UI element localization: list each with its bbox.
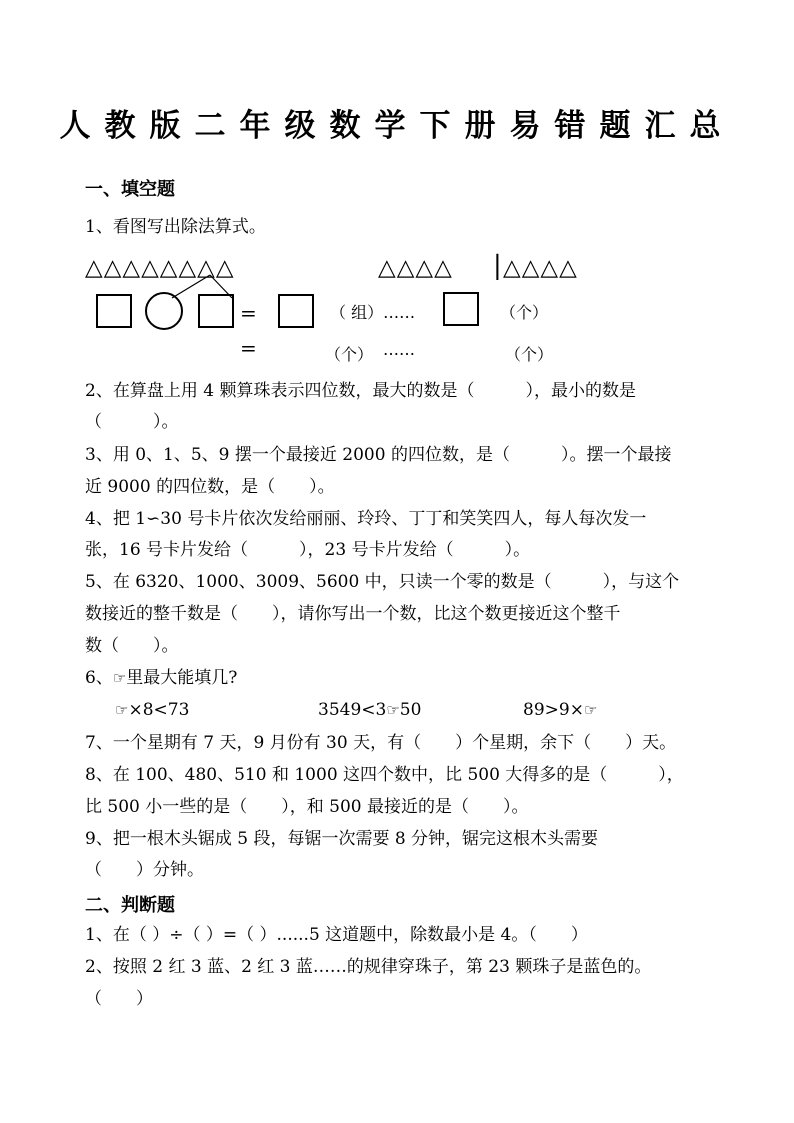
section-fill-in-heading: 一、填空题 xyxy=(85,179,175,200)
page-title: 人教版二年级数学下册易错题汇总 xyxy=(59,108,735,144)
q5-line-3: 数（ ）。 xyxy=(85,636,179,656)
pointing-hand-icon: ☞ xyxy=(112,669,127,687)
q7-line-1: 7、一个星期有 7 天，9 月份有 30 天，有（ ）个星期，余下（ ）天。 xyxy=(85,733,677,753)
equals-sign-2: = xyxy=(240,336,257,360)
triangles-divider: | xyxy=(493,251,503,281)
answer-box-3[interactable] xyxy=(278,294,314,328)
unit-ge-top-label: （个） xyxy=(500,303,549,322)
q9-line-1: 9、把一根木头锯成 5 段，每锯一次需要 8 分钟，锯完这根木头需要 xyxy=(85,829,599,849)
unit-ge-bottom-left: （个） xyxy=(325,345,374,364)
unit-ge-bottom-right: （个） xyxy=(505,345,554,364)
answer-box-4[interactable] xyxy=(443,292,479,326)
unit-group-label: （ 组）…… xyxy=(330,303,416,322)
q5-line-2: 数接近的整千数是（ ），请你写出一个数，比这个数更接近这个整千 xyxy=(85,604,621,624)
equals-sign-1: = xyxy=(240,301,257,325)
pointing-hand-icon: ☞ xyxy=(386,701,400,719)
triangles-left: △△△△△△△△ xyxy=(85,255,235,281)
q8-line-1: 8、在 100、480、510 和 1000 这四个数中，比 500 大得多的是（ ）， xyxy=(85,765,684,785)
section-judgement-heading: 二、判断题 xyxy=(85,895,175,916)
q6-line-1 xyxy=(85,666,237,690)
q6-expr1: ×8<73 xyxy=(128,700,190,720)
q6-prefix: 6、 xyxy=(85,668,113,688)
pointing-hand-icon: ☞ xyxy=(583,701,598,719)
q5-line-1: 5、在 6320、1000、3009、5600 中，只读一个零的数是（ ），与这个 xyxy=(85,572,680,592)
q2-line-2: （ ）。 xyxy=(85,412,179,432)
triangles-right-b: △△△△ xyxy=(503,255,578,281)
j1-line-1: 1、在（ ）÷（ ）=（ ）......5 这道题中，除数最小是 4。（ ） xyxy=(85,925,588,945)
q3-line-1: 3、用 0、1、5、9 摆一个最接近 2000 的四位数，是（ ）。摆一个最接 xyxy=(85,445,672,465)
answer-box-1[interactable] xyxy=(96,294,132,328)
q6-expr2b: 50 xyxy=(399,700,422,720)
q4-line-1: 4、把 1∽30 号卡片依次发给丽丽、玲玲、丁丁和笑笑四人，每人每次发一 xyxy=(85,509,647,529)
q6-expression-1 xyxy=(115,698,189,722)
q1-text: 1、看图写出除法算式。 xyxy=(85,217,266,237)
q9-line-2: （ ）分钟。 xyxy=(85,860,204,880)
j2-line-2: （ ） xyxy=(85,989,153,1009)
q2-line-1: 2、在算盘上用 4 颗算珠表示四位数，最大的数是（ ），最小的数是 xyxy=(85,381,636,401)
pointing-hand-icon: ☞ xyxy=(115,701,129,719)
q6-expression-3 xyxy=(523,698,597,722)
q6-expr3: 89>9× xyxy=(523,700,584,720)
j2-line-1: 2、按照 2 红 3 蓝、2 红 3 蓝……的规律穿珠子，第 23 颗珠子是蓝色的。 xyxy=(85,957,652,977)
q6-suffix: 里最大能填几? xyxy=(126,668,238,688)
dots-bottom: …… xyxy=(383,340,415,359)
answer-circle[interactable] xyxy=(145,292,183,330)
q6-expr2a: 3549<3 xyxy=(318,700,387,720)
q6-expression-2 xyxy=(318,698,421,722)
answer-box-2[interactable] xyxy=(198,294,234,328)
q3-line-2: 近 9000 的四位数，是（ ）。 xyxy=(85,477,335,497)
q4-line-2: 张，16 号卡片发给（ ），23 号卡片发给（ ）。 xyxy=(85,540,531,560)
triangles-right-a: △△△△ xyxy=(378,255,453,281)
q8-line-2: 比 500 小一些的是（ ），和 500 最接近的是（ ）。 xyxy=(85,797,529,817)
